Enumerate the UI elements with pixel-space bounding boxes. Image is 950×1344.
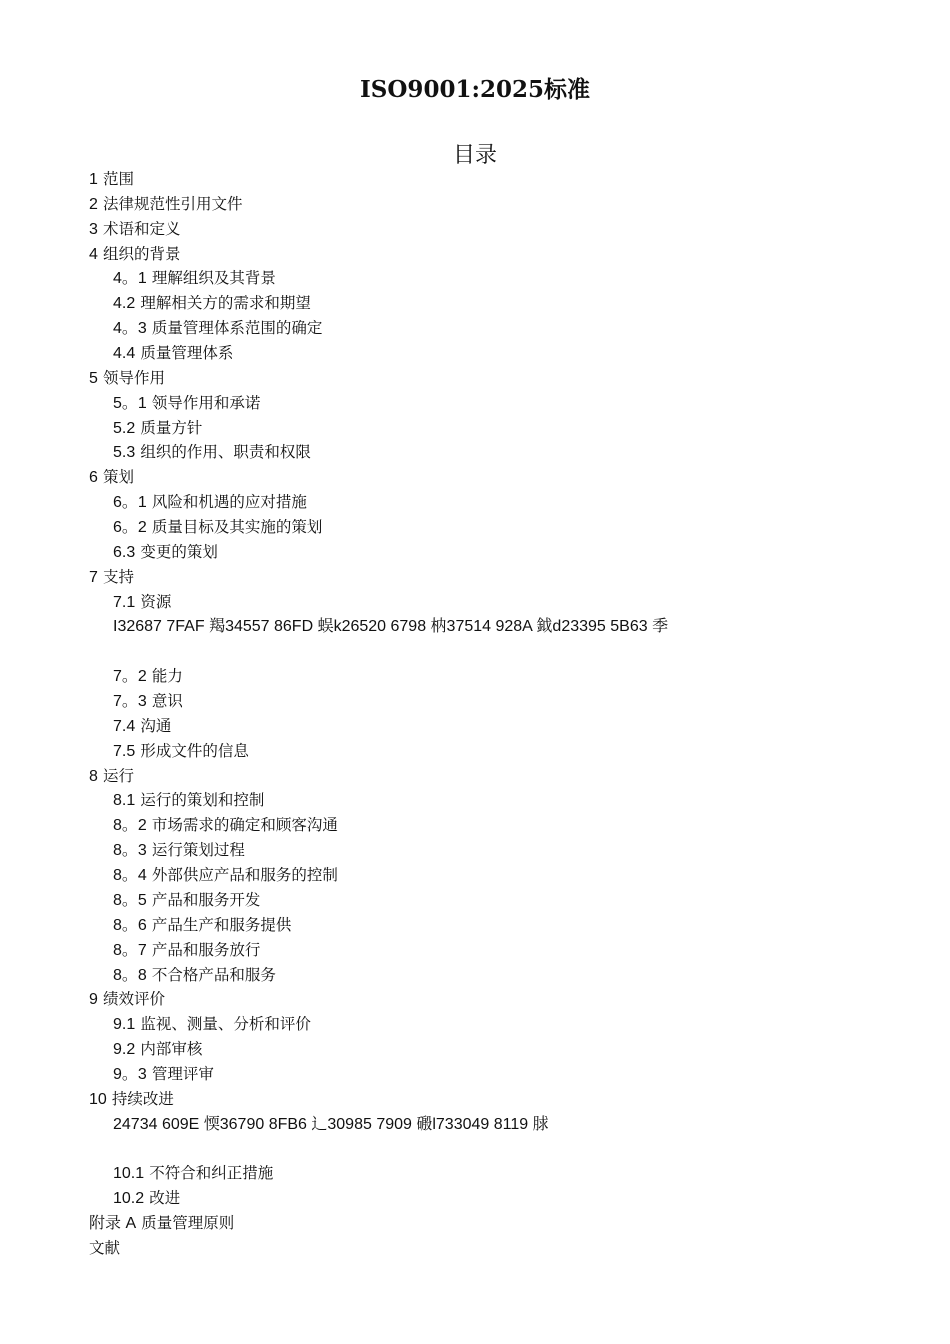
toc-subsection-entry xyxy=(0,540,950,565)
toc-subsection-entry xyxy=(0,863,950,888)
toc-subsection-entry xyxy=(0,714,950,739)
toc-entry-number: 4 xyxy=(89,245,98,263)
toc-entry-number: 2 xyxy=(89,195,98,213)
toc-entry-title: 产品和服务放行 xyxy=(151,940,261,959)
toc-entry-number: 8。4 xyxy=(113,867,147,885)
toc-entry-title: 组织的作用、职责和权限 xyxy=(140,443,311,462)
toc-subsection-entry xyxy=(0,913,950,938)
toc-section-entry xyxy=(0,764,950,789)
toc-entry-number: 8。2 xyxy=(113,817,147,835)
toc-subsection-entry xyxy=(0,1112,950,1137)
toc-heading: 目录 xyxy=(452,143,497,168)
toc-entry-number: 6.3 xyxy=(113,543,136,561)
toc-subsection-entry xyxy=(0,291,950,316)
toc-entry-number: 5 xyxy=(89,369,98,387)
toc-subsection-entry xyxy=(0,416,950,441)
toc-entry-title: 范围 xyxy=(103,170,135,188)
toc-entry-title: 运行策划过程 xyxy=(151,841,245,860)
toc-entry-number: 7.4 xyxy=(113,717,136,735)
blank-line xyxy=(0,639,950,664)
garbled-text-line: 24734 609E 愞36790 8FB6 辶30985 7909 磤l733049 8119 脙 xyxy=(113,1115,549,1133)
toc-entry-title: 变更的策划 xyxy=(140,542,218,561)
toc-entry-title: 产品和服务开发 xyxy=(151,890,261,909)
toc-entry-number: 9.2 xyxy=(113,1041,136,1059)
toc-subsection-entry xyxy=(0,614,950,639)
document-title: ISO9001:2025标准 xyxy=(360,76,590,103)
toc-entry-number: 6。2 xyxy=(113,519,147,537)
toc-entry-title: 市场需求的确定和顾客沟通 xyxy=(151,816,338,835)
toc-entry-number: 8。7 xyxy=(113,941,147,959)
garbled-text-line: I32687 7FAF 羯34557 86FD 蜈k26520 6798 枘37514 928A 鉞d23395 5B63 季 xyxy=(113,618,669,636)
toc-entry-number: 8 xyxy=(89,767,98,785)
toc-entry-number: 1 xyxy=(89,171,98,188)
toc-entry-title: 领导作用和承诺 xyxy=(151,393,261,412)
toc-entry-number: 6。1 xyxy=(113,494,147,512)
toc-subsection-entry xyxy=(0,788,950,813)
toc-entry-number: 附录 A xyxy=(89,1215,137,1233)
toc-subsection-entry xyxy=(0,888,950,913)
toc-entry-title: 持续改进 xyxy=(111,1089,174,1108)
toc-entry-title: 质量方针 xyxy=(140,418,203,437)
toc-entry-title: 不符合和纠正措施 xyxy=(149,1164,274,1183)
toc-entry-number: 4.2 xyxy=(113,295,136,313)
toc-entry-number: 9 xyxy=(89,991,98,1009)
toc-subsection-entry xyxy=(0,440,950,465)
toc-entry-number: 10.2 xyxy=(113,1190,145,1208)
toc-entry-title: 沟通 xyxy=(140,716,172,735)
toc-entry-title: 质量管理体系范围的确定 xyxy=(151,319,323,338)
toc-entry-number: 7。3 xyxy=(113,693,147,711)
toc-entry-title: 改进 xyxy=(149,1189,181,1208)
toc-entry-number: 5.3 xyxy=(113,444,136,462)
toc-entry-title: 理解相关方的需求和期望 xyxy=(140,294,311,313)
toc-entry-title: 监视、测量、分析和评价 xyxy=(140,1015,311,1034)
toc-entry-title: 形成文件的信息 xyxy=(140,741,249,760)
toc-section-entry xyxy=(0,217,950,242)
toc-section-entry xyxy=(0,1236,950,1261)
toc-entry-title: 质量管理体系 xyxy=(140,344,234,363)
toc-subsection-entry xyxy=(0,1012,950,1037)
toc-subsection-entry xyxy=(0,813,950,838)
toc-entry-title: 质量目标及其实施的策划 xyxy=(151,518,323,537)
blank-line xyxy=(0,1137,950,1162)
toc-entry-title: 能力 xyxy=(151,667,183,686)
toc-section-entry xyxy=(0,987,950,1012)
toc-entry-number: 9。3 xyxy=(113,1065,147,1083)
toc-entry-number: 7.5 xyxy=(113,742,136,760)
toc-subsection-entry xyxy=(0,341,950,366)
toc-entry-title: 内部审核 xyxy=(140,1040,203,1059)
toc-entry-number: 8。5 xyxy=(113,891,147,909)
toc-entry-title: 外部供应产品和服务的控制 xyxy=(151,866,338,885)
toc-entry-title: 文献 xyxy=(89,1238,121,1257)
toc-section-entry xyxy=(0,366,950,391)
toc-subsection-entry xyxy=(0,1037,950,1062)
toc-entry-title: 领导作用 xyxy=(103,368,166,387)
toc-subsection-entry xyxy=(0,316,950,341)
toc-section-entry xyxy=(0,242,950,267)
toc-entry-title: 产品生产和服务提供 xyxy=(151,915,292,934)
toc-entry-number: 7 xyxy=(89,568,98,586)
toc-entry-title: 法律规范性引用文件 xyxy=(103,194,243,213)
toc-entry-number: 8。3 xyxy=(113,842,147,860)
toc-subsection-entry xyxy=(0,590,950,615)
toc-entry-title: 理解组织及其背景 xyxy=(151,269,276,288)
toc-subsection-entry xyxy=(0,664,950,689)
toc-entry-number: 5.2 xyxy=(113,419,136,437)
toc-subsection-entry xyxy=(0,490,950,515)
toc-entry-title: 资源 xyxy=(140,592,172,611)
toc-section-entry xyxy=(0,465,950,490)
toc-entry-number: 8。6 xyxy=(113,916,147,934)
toc-entry-title: 不合格产品和服务 xyxy=(151,965,276,984)
toc-section-entry xyxy=(0,192,950,217)
toc-section-entry xyxy=(0,565,950,590)
toc-subsection-entry xyxy=(0,963,950,988)
toc-entry-title: 运行的策划和控制 xyxy=(140,791,265,810)
toc-entry-number: 7。2 xyxy=(113,668,147,686)
toc-entry-title: 支持 xyxy=(103,567,135,586)
toc-entry-title: 绩效评价 xyxy=(103,990,166,1009)
toc-subsection-entry xyxy=(0,1186,950,1211)
toc-entry-title: 质量管理原则 xyxy=(141,1214,235,1233)
toc-section-entry xyxy=(0,1087,950,1112)
toc-entry-title: 运行 xyxy=(103,766,135,785)
toc-entry-number: 4。3 xyxy=(113,320,147,338)
toc-entry-number: 9.1 xyxy=(113,1016,136,1034)
toc-entry-number: 8。8 xyxy=(113,966,147,984)
toc-subsection-entry xyxy=(0,266,950,291)
toc-entry-number: 4。1 xyxy=(113,270,147,288)
toc-entry-title: 意识 xyxy=(151,692,183,711)
toc-subsection-entry xyxy=(0,515,950,540)
table-of-contents xyxy=(0,167,950,1261)
toc-subsection-entry xyxy=(0,938,950,963)
toc-entry-number: 4.4 xyxy=(113,345,136,363)
toc-subsection-entry xyxy=(0,1161,950,1186)
toc-subsection-entry xyxy=(0,391,950,416)
toc-entry-number: 3 xyxy=(89,220,98,238)
toc-subsection-entry xyxy=(0,838,950,863)
toc-entry-title: 风险和机遇的应对措施 xyxy=(151,493,307,512)
toc-entry-number: 5。1 xyxy=(113,394,147,412)
toc-entry-number: 10 xyxy=(89,1090,107,1108)
toc-section-entry xyxy=(0,1211,950,1236)
toc-entry-title: 策划 xyxy=(103,468,135,487)
toc-subsection-entry xyxy=(0,739,950,764)
toc-entry-number: 7.1 xyxy=(113,593,136,611)
toc-entry-title: 管理评审 xyxy=(151,1064,214,1083)
toc-subsection-entry xyxy=(0,689,950,714)
toc-entry-number: 8.1 xyxy=(113,792,136,810)
toc-entry-number: 10.1 xyxy=(113,1165,145,1183)
toc-entry-title: 术语和定义 xyxy=(103,219,181,238)
toc-entry-title: 组织的背景 xyxy=(103,244,181,263)
toc-section-entry xyxy=(0,167,950,192)
toc-entry-number: 6 xyxy=(89,469,98,487)
toc-subsection-entry xyxy=(0,1062,950,1087)
